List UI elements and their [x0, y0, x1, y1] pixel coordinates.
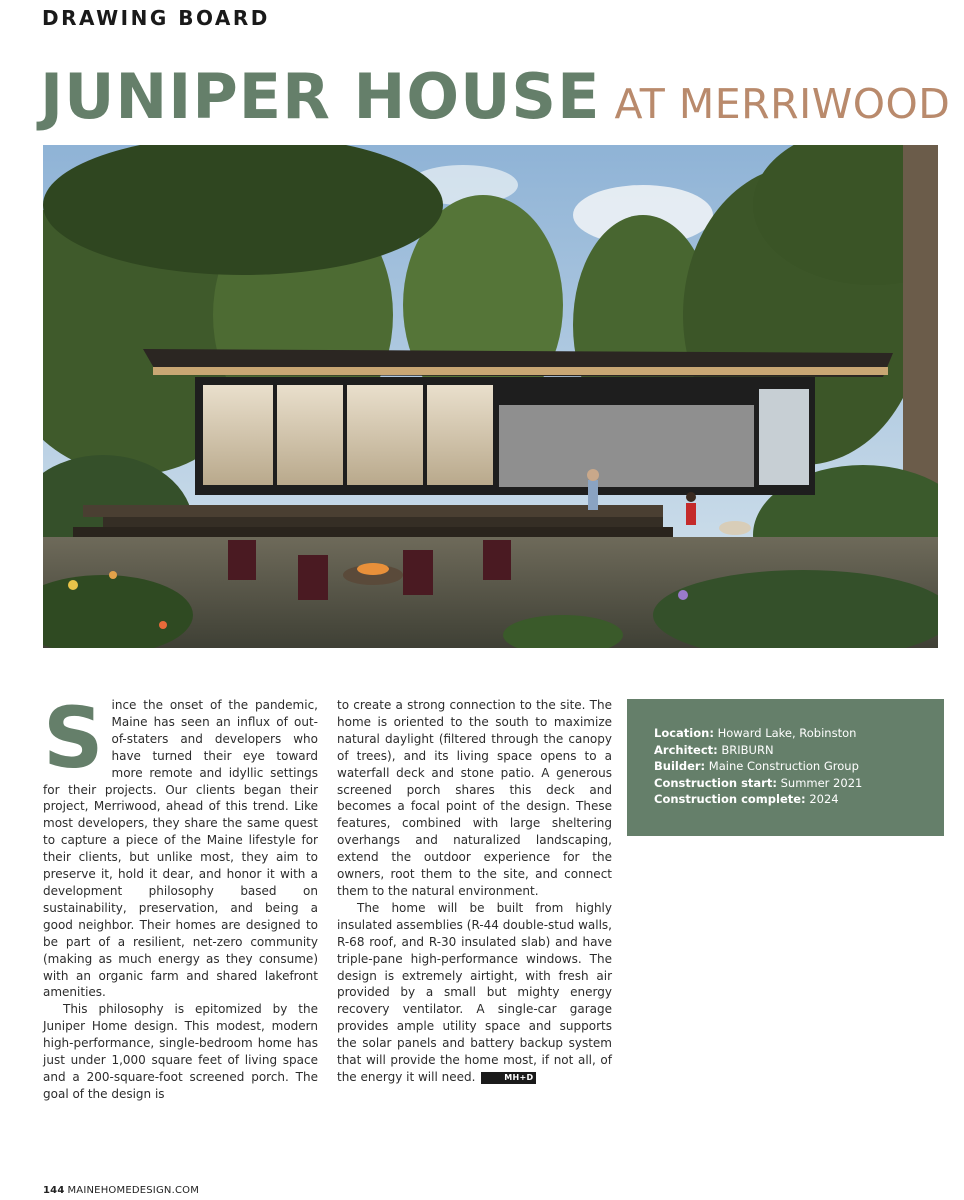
info-row-architect: Architect: BRIBURN: [654, 742, 774, 757]
article-paragraph: to create a strong connection to the site. The home is oriented to the south to maximize natural daylight (filtered through the canopy of trees), and its living space opens to a waterfall deck and stone patio. A generous screened porch shares this deck and becomes a focal point of the design. These features, combined with large sheltering overhangs and naturalized landscaping, extend the outdoor experience for the owners, root them to the site, and connect them to the natural environment.: [337, 698, 612, 898]
page-number: 144: [43, 1185, 65, 1196]
paragraph-text: The home will be built from highly insulated assemblies (R-44 double-stud walls, R-68 roof, and R-30 insulated slab) and have triple-pane high-performance windows. The design is extremely airtight, with fresh air provided by a small but mighty energy recovery ventilator. A single-car garage provides ample utility space and supports the solar panels and battery backup system that will provide the home most, if not all, of the energy it will need.: [337, 900, 612, 1084]
page-footer: [43, 1185, 199, 1196]
end-mark-logo: MH+D: [481, 1072, 536, 1084]
section-label: DRAWING BOARD: [42, 6, 270, 30]
article-paragraph: [337, 900, 612, 1086]
drop-cap: S: [43, 689, 104, 787]
info-row-location: Location: Howard Lake, Robinston: [654, 726, 857, 740]
article-paragraph: [43, 689, 318, 1001]
article-column-1: [43, 689, 318, 1103]
info-row-start: Construction start: Summer 2021: [654, 775, 863, 790]
title-main: JUNIPER HOUSE: [40, 60, 601, 133]
article-paragraph: This philosophy is epitomized by the Juniper Home design. This modest, modern high-performance, single-bedroom home has just under 1,000 square feet of living space and a 200-square-foot screened porch. The goal of the design is: [43, 1002, 318, 1101]
paragraph-text: ince the onset of the pandemic, Maine has seen an influx of out-of-staters and developers who have turned their eye toward more remote and idyllic settings for their projects. Our clients began their project, Merriwood, ahead of this trend. Like most developers, they share the same quest to capture a piece of the Maine lifestyle for their clients, but unlike most, they aim to preserve it, hold it dear, and honor it with a development philosophy based on sustainability, preservation, and being a good neighbor. Their homes are designed to be part of a resilient, net-zero community (making as much energy as they consume) with an organic farm and shared lakefront amenities.: [43, 698, 318, 1000]
project-info-box: [627, 699, 944, 836]
info-row-builder: Builder: Maine Construction Group: [654, 759, 859, 774]
house-rendering-image: [43, 145, 938, 648]
article-title: [40, 60, 950, 133]
footer-site: MAINEHOMEDESIGN.COM: [67, 1185, 200, 1196]
article-column-2: [337, 697, 612, 1086]
info-row-complete: Construction complete: 2024: [654, 792, 839, 807]
title-sub: AT MERRIWOOD: [614, 80, 951, 128]
